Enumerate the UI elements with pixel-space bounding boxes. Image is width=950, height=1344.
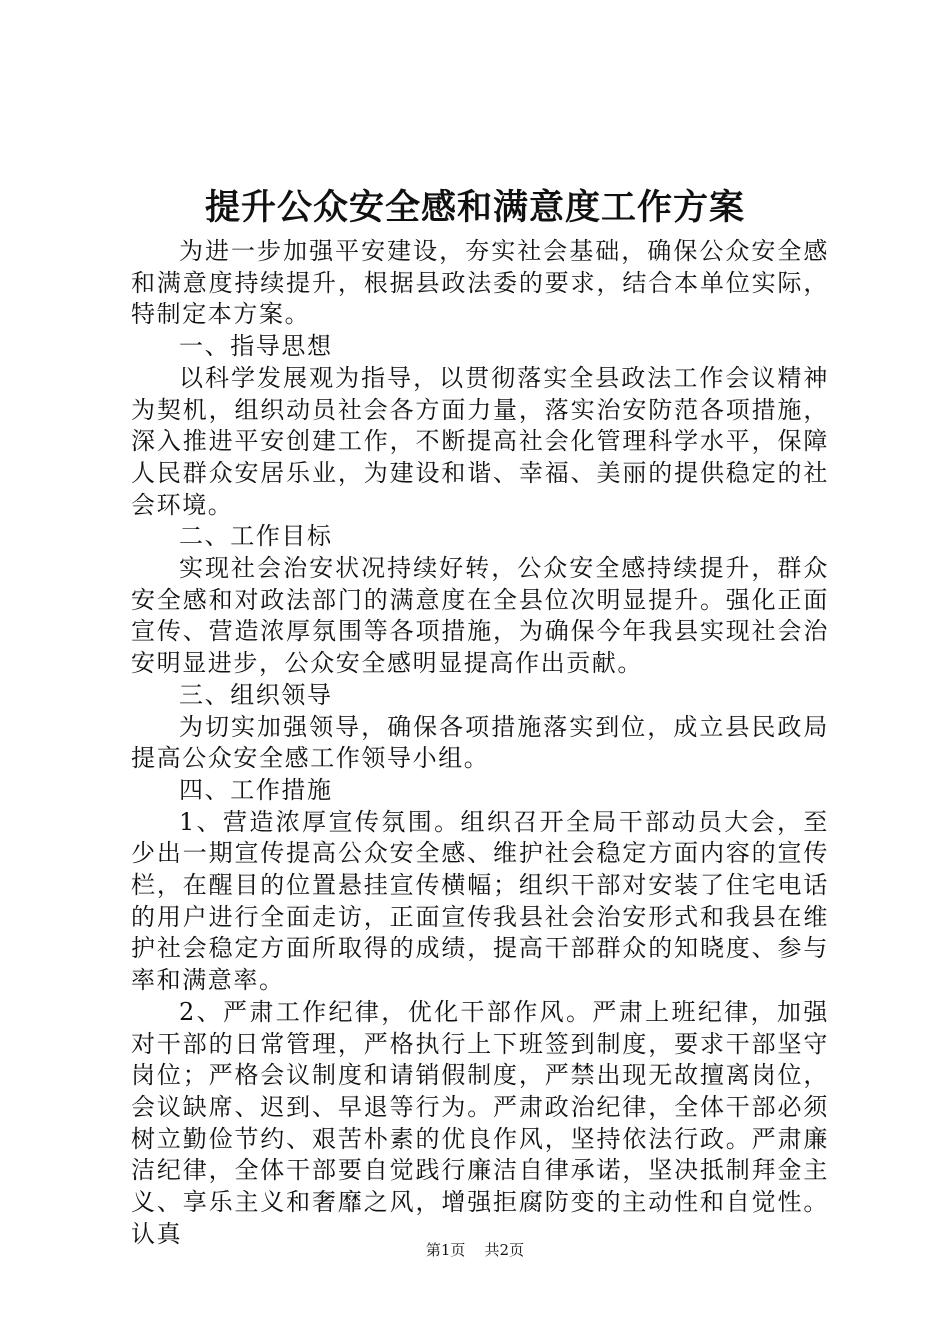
paragraph-measure-2: 2、严肃工作纪律，优化干部作风。严肃上班纪律，加强对干部的日常管理，严格执行上下班签到制度，要求干部坚守岗位；严格会议制度和请销假制度，严禁出现无故擅离岗位，会议缺席、迟到、早退等行为。严肃政治纪律，全体干部必须树立勤俭节约、艰苦朴素的优良作风，坚持依法行政。严肃廉洁纪律，全体干部要自觉践行廉洁自律承诺，坚决抵制拜金主义、享乐主义和奢靡之风，增强拒腐防变的主动性和自觉性。认真 xyxy=(131,997,829,1248)
paragraph-intro: 为进一步加强平安建设，夯实社会基础，确保公众安全感和满意度持续提升，根据县政法委的要求，结合本单位实际，特制定本方案。 xyxy=(131,237,829,329)
paragraph-work-goals: 实现社会治安状况持续好转，公众安全感持续提升，群众安全感和对政法部门的满意度在全县位次明显提升。强化正面宣传、营造浓厚氛围等各项措施，为确保今年我县实现社会治安明显进步，公众安全感明显提高作出贡献。 xyxy=(131,554,829,678)
paragraph-organization: 为切实加强领导，确保各项措施落实到位，成立县民政局提高公众安全感工作领导小组。 xyxy=(131,712,829,773)
page-footer xyxy=(0,1239,950,1261)
paragraph-measure-1: 1、营造浓厚宣传氛围。组织召开全局干部动员大会，至少出一期宣传提高公众安全感、维护社会稳定方面内容的宣传栏，在醒目的位置悬挂宣传横幅；组织干部对安装了住宅电话的用户进行全面走访，正面宣传我县社会治安形式和我县在维护社会稳定方面所取得的成绩，提高干部群众的知晓度、参与率和满意率。 xyxy=(131,807,829,995)
page-spacer xyxy=(470,1241,480,1259)
section-heading-organization: 三、组织领导 xyxy=(179,680,333,709)
section-heading-work-goals: 二、工作目标 xyxy=(179,522,333,551)
document-title: 提升公众安全感和满意度工作方案 xyxy=(204,187,745,228)
section-heading-guiding-ideology: 一、指导思想 xyxy=(179,332,333,361)
section-heading-work-measures: 四、工作措施 xyxy=(179,775,333,804)
paragraph-guiding-ideology: 以科学发展观为指导，以贯彻落实全县政法工作会议精神为契机，组织动员社会各方面力量，落实治安防范各项措施，深入推进平安创建工作，不断提高社会化管理科学水平，保障人民群众安居乐业，为建设和谐、幸福、美丽的提供稳定的社会环境。 xyxy=(131,363,829,519)
document-body xyxy=(131,236,829,1251)
page-number: 第1页 xyxy=(425,1241,466,1259)
page-total: 共2页 xyxy=(484,1241,525,1259)
